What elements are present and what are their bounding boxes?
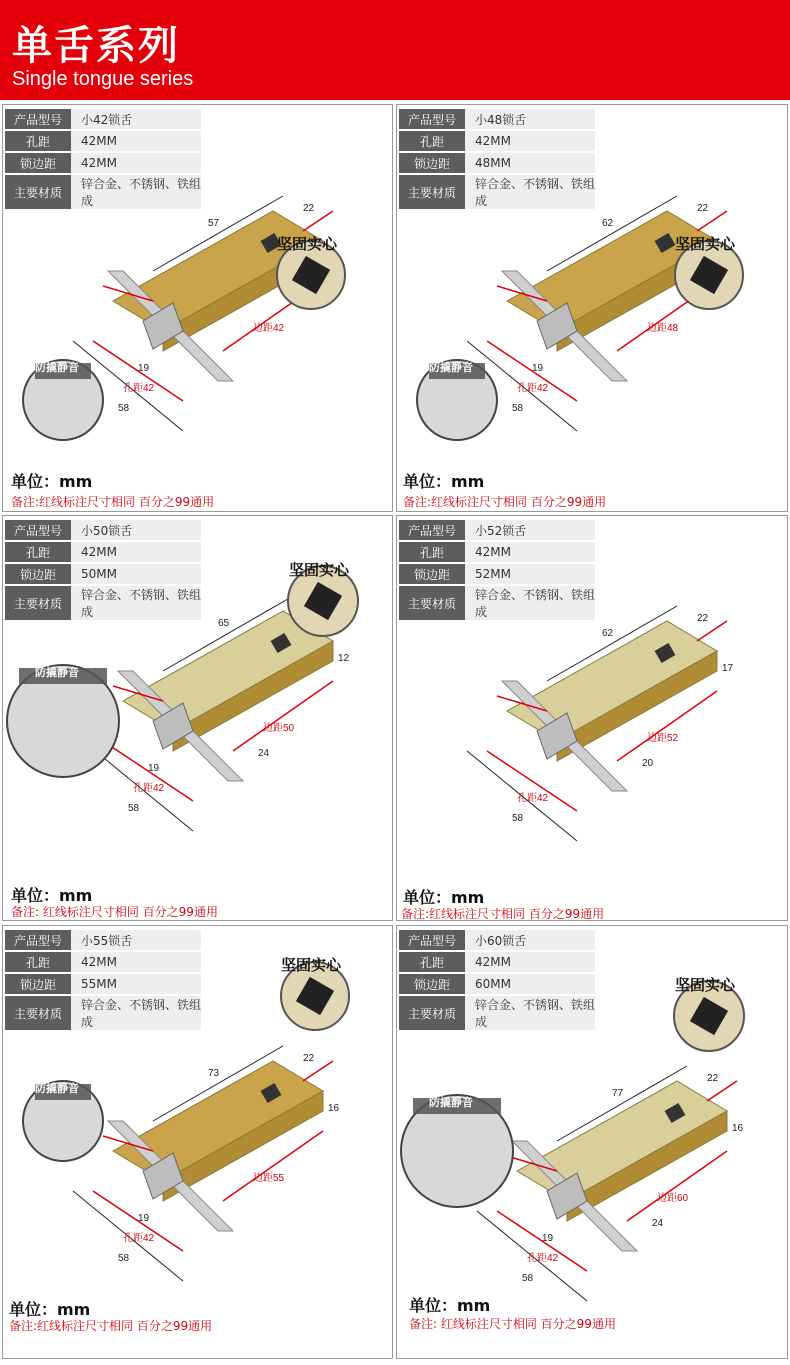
unit-label: 单位：mm bbox=[11, 886, 93, 905]
spec-value: 52MM bbox=[465, 563, 595, 585]
spec-value: 锌合金、不锈钢、铁组成 bbox=[465, 585, 595, 621]
dim-width: 22 bbox=[697, 203, 709, 214]
spec-value: 42MM bbox=[465, 541, 595, 563]
dim-length: 62 bbox=[602, 628, 614, 639]
spec-key: 锁边距 bbox=[399, 973, 465, 995]
dim-hole-distance: 孔距42 bbox=[133, 783, 165, 794]
dim-plate: 58 bbox=[128, 803, 140, 814]
spec-value: 小52锁舌 bbox=[465, 520, 595, 541]
dim-hole-distance: 孔距42 bbox=[123, 1233, 155, 1244]
spec-key: 孔距 bbox=[399, 951, 465, 973]
spec-row bbox=[399, 174, 595, 210]
spec-row bbox=[399, 520, 595, 541]
product-panel bbox=[2, 515, 393, 921]
spec-table bbox=[5, 520, 201, 622]
silent-label: 防撬静音 bbox=[429, 361, 473, 374]
note-text: 备注:红线标注尺寸相同 百分之99通用 bbox=[403, 495, 607, 509]
dim-tongue: 19 bbox=[532, 363, 544, 374]
spec-row bbox=[399, 563, 595, 585]
spec-key: 主要材质 bbox=[5, 174, 71, 210]
note-text: 备注:红线标注尺寸相同 百分之99通用 bbox=[9, 1319, 213, 1333]
spec-value: 55MM bbox=[71, 973, 201, 995]
dim-height: 16 bbox=[328, 1103, 340, 1114]
dim-width: 22 bbox=[697, 613, 709, 624]
spec-key: 产品型号 bbox=[5, 930, 71, 951]
spec-value: 小60锁舌 bbox=[465, 930, 595, 951]
product-panel bbox=[396, 515, 788, 921]
spec-row bbox=[5, 174, 201, 210]
spec-value: 小42锁舌 bbox=[71, 109, 201, 130]
spec-value: 42MM bbox=[71, 152, 201, 174]
dim-plate-height: 24 bbox=[258, 748, 270, 759]
dim-backset: 边距55 bbox=[253, 1173, 285, 1184]
dim-tongue: 19 bbox=[542, 1233, 554, 1244]
spec-row bbox=[5, 930, 201, 951]
spec-key: 孔距 bbox=[5, 951, 71, 973]
dim-hole-distance: 孔距42 bbox=[517, 383, 549, 394]
spec-value: 锌合金、不锈钢、铁组成 bbox=[71, 995, 201, 1031]
silent-label: 防撬静音 bbox=[429, 1096, 473, 1109]
spec-key: 锁边距 bbox=[5, 973, 71, 995]
dim-length: 62 bbox=[602, 218, 614, 229]
dim-height: 12 bbox=[338, 653, 350, 664]
spec-value: 锌合金、不锈钢、铁组成 bbox=[71, 585, 201, 621]
dim-hole-distance: 孔距42 bbox=[123, 383, 155, 394]
solid-core-label: 坚固实心 bbox=[675, 235, 736, 253]
dim-tongue: 19 bbox=[148, 763, 160, 774]
unit-label: 单位：mm bbox=[403, 888, 485, 907]
dim-plate: 58 bbox=[512, 403, 524, 414]
solid-core-label: 坚固实心 bbox=[289, 561, 350, 579]
spec-key: 孔距 bbox=[399, 130, 465, 152]
product-panel bbox=[2, 104, 393, 512]
spec-value: 60MM bbox=[465, 973, 595, 995]
dim-plate: 58 bbox=[118, 403, 130, 414]
spec-row bbox=[5, 541, 201, 563]
spec-row bbox=[399, 973, 595, 995]
dim-length: 65 bbox=[218, 618, 230, 629]
dim-width: 22 bbox=[303, 203, 315, 214]
spec-key: 主要材质 bbox=[399, 585, 465, 621]
dim-length: 77 bbox=[612, 1088, 624, 1099]
spec-key: 主要材质 bbox=[399, 995, 465, 1031]
spec-row bbox=[5, 520, 201, 541]
dim-width: 22 bbox=[707, 1073, 719, 1084]
solid-core-label: 坚固实心 bbox=[675, 976, 736, 994]
dim-backset: 边距42 bbox=[253, 323, 285, 334]
spec-value: 锌合金、不锈钢、铁组成 bbox=[465, 995, 595, 1031]
spec-key: 产品型号 bbox=[399, 520, 465, 541]
spec-row bbox=[399, 930, 595, 951]
spec-value: 42MM bbox=[465, 951, 595, 973]
dim-length: 57 bbox=[208, 218, 220, 229]
unit-label: 单位：mm bbox=[409, 1296, 491, 1315]
product-panel bbox=[396, 104, 788, 512]
silent-label: 防撬静音 bbox=[35, 361, 79, 374]
spec-key: 主要材质 bbox=[5, 995, 71, 1031]
note-text: 备注:红线标注尺寸相同 百分之99通用 bbox=[401, 907, 605, 921]
dim-length: 73 bbox=[208, 1068, 220, 1079]
page-title: 单舌系列 bbox=[12, 23, 180, 69]
spec-row bbox=[399, 995, 595, 1031]
spec-value: 50MM bbox=[71, 563, 201, 585]
note-text: 备注:红线标注尺寸相同 百分之99通用 bbox=[11, 495, 215, 509]
dim-plate-height: 20 bbox=[642, 758, 654, 769]
dim-hole-distance: 孔距42 bbox=[527, 1253, 559, 1264]
spec-value: 42MM bbox=[71, 541, 201, 563]
solid-core-label: 坚固实心 bbox=[277, 235, 338, 253]
spec-row bbox=[5, 951, 201, 973]
page-subtitle: Single tongue series bbox=[12, 68, 194, 90]
dim-height: 17 bbox=[722, 663, 734, 674]
spec-row bbox=[5, 585, 201, 621]
unit-label: 单位：mm bbox=[9, 1300, 91, 1319]
spec-value: 48MM bbox=[465, 152, 595, 174]
dim-plate: 58 bbox=[118, 1253, 130, 1264]
silent-label: 防撬静音 bbox=[35, 1082, 79, 1095]
dim-tongue: 19 bbox=[138, 363, 150, 374]
spec-key: 孔距 bbox=[5, 541, 71, 563]
dim-plate: 58 bbox=[522, 1273, 534, 1284]
spec-row bbox=[5, 995, 201, 1031]
dim-backset: 边距52 bbox=[647, 733, 679, 744]
solid-core-label: 坚固实心 bbox=[281, 956, 342, 974]
spec-value: 42MM bbox=[71, 951, 201, 973]
spec-value: 小48锁舌 bbox=[465, 109, 595, 130]
note-text: 备注: 红线标注尺寸相同 百分之99通用 bbox=[409, 1317, 616, 1331]
spec-key: 产品型号 bbox=[5, 109, 71, 130]
spec-table bbox=[399, 520, 595, 622]
spec-key: 锁边距 bbox=[399, 563, 465, 585]
spec-value: 小55锁舌 bbox=[71, 930, 201, 951]
silent-label: 防撬静音 bbox=[35, 666, 79, 679]
spec-table bbox=[399, 109, 595, 211]
dim-backset: 边距50 bbox=[263, 723, 295, 734]
spec-value: 锌合金、不锈钢、铁组成 bbox=[71, 174, 201, 210]
spec-row bbox=[399, 951, 595, 973]
spec-key: 产品型号 bbox=[399, 109, 465, 130]
spec-row bbox=[399, 585, 595, 621]
spec-row bbox=[399, 109, 595, 130]
spec-key: 孔距 bbox=[399, 541, 465, 563]
spec-value: 锌合金、不锈钢、铁组成 bbox=[465, 174, 595, 210]
page-header bbox=[0, 0, 790, 100]
dim-backset: 边距60 bbox=[657, 1193, 689, 1204]
spec-key: 锁边距 bbox=[5, 152, 71, 174]
spec-row bbox=[5, 973, 201, 995]
spec-row bbox=[5, 130, 201, 152]
unit-label: 单位：mm bbox=[11, 472, 93, 491]
spec-key: 锁边距 bbox=[399, 152, 465, 174]
spec-row bbox=[399, 130, 595, 152]
spec-key: 产品型号 bbox=[399, 930, 465, 951]
spec-row bbox=[5, 152, 201, 174]
dim-height: 16 bbox=[732, 1123, 744, 1134]
unit-label: 单位：mm bbox=[403, 472, 485, 491]
dim-backset: 边距48 bbox=[647, 323, 679, 334]
note-text: 备注: 红线标注尺寸相同 百分之99通用 bbox=[11, 905, 218, 919]
spec-key: 主要材质 bbox=[5, 585, 71, 621]
spec-row bbox=[5, 563, 201, 585]
spec-value: 小50锁舌 bbox=[71, 520, 201, 541]
product-panel bbox=[2, 925, 393, 1359]
dim-hole-distance: 孔距42 bbox=[517, 793, 549, 804]
spec-table bbox=[399, 930, 595, 1032]
spec-key: 主要材质 bbox=[399, 174, 465, 210]
product-panel bbox=[396, 925, 788, 1359]
dim-plate-height: 24 bbox=[652, 1218, 664, 1229]
dim-plate: 58 bbox=[512, 813, 524, 824]
spec-key: 孔距 bbox=[5, 130, 71, 152]
spec-row bbox=[5, 109, 201, 130]
spec-table bbox=[5, 930, 201, 1032]
spec-value: 42MM bbox=[465, 130, 595, 152]
dim-width: 22 bbox=[303, 1053, 315, 1064]
spec-value: 42MM bbox=[71, 130, 201, 152]
spec-key: 产品型号 bbox=[5, 520, 71, 541]
spec-row bbox=[399, 541, 595, 563]
spec-row bbox=[399, 152, 595, 174]
spec-key: 锁边距 bbox=[5, 563, 71, 585]
spec-table bbox=[5, 109, 201, 211]
dim-tongue: 19 bbox=[138, 1213, 150, 1224]
